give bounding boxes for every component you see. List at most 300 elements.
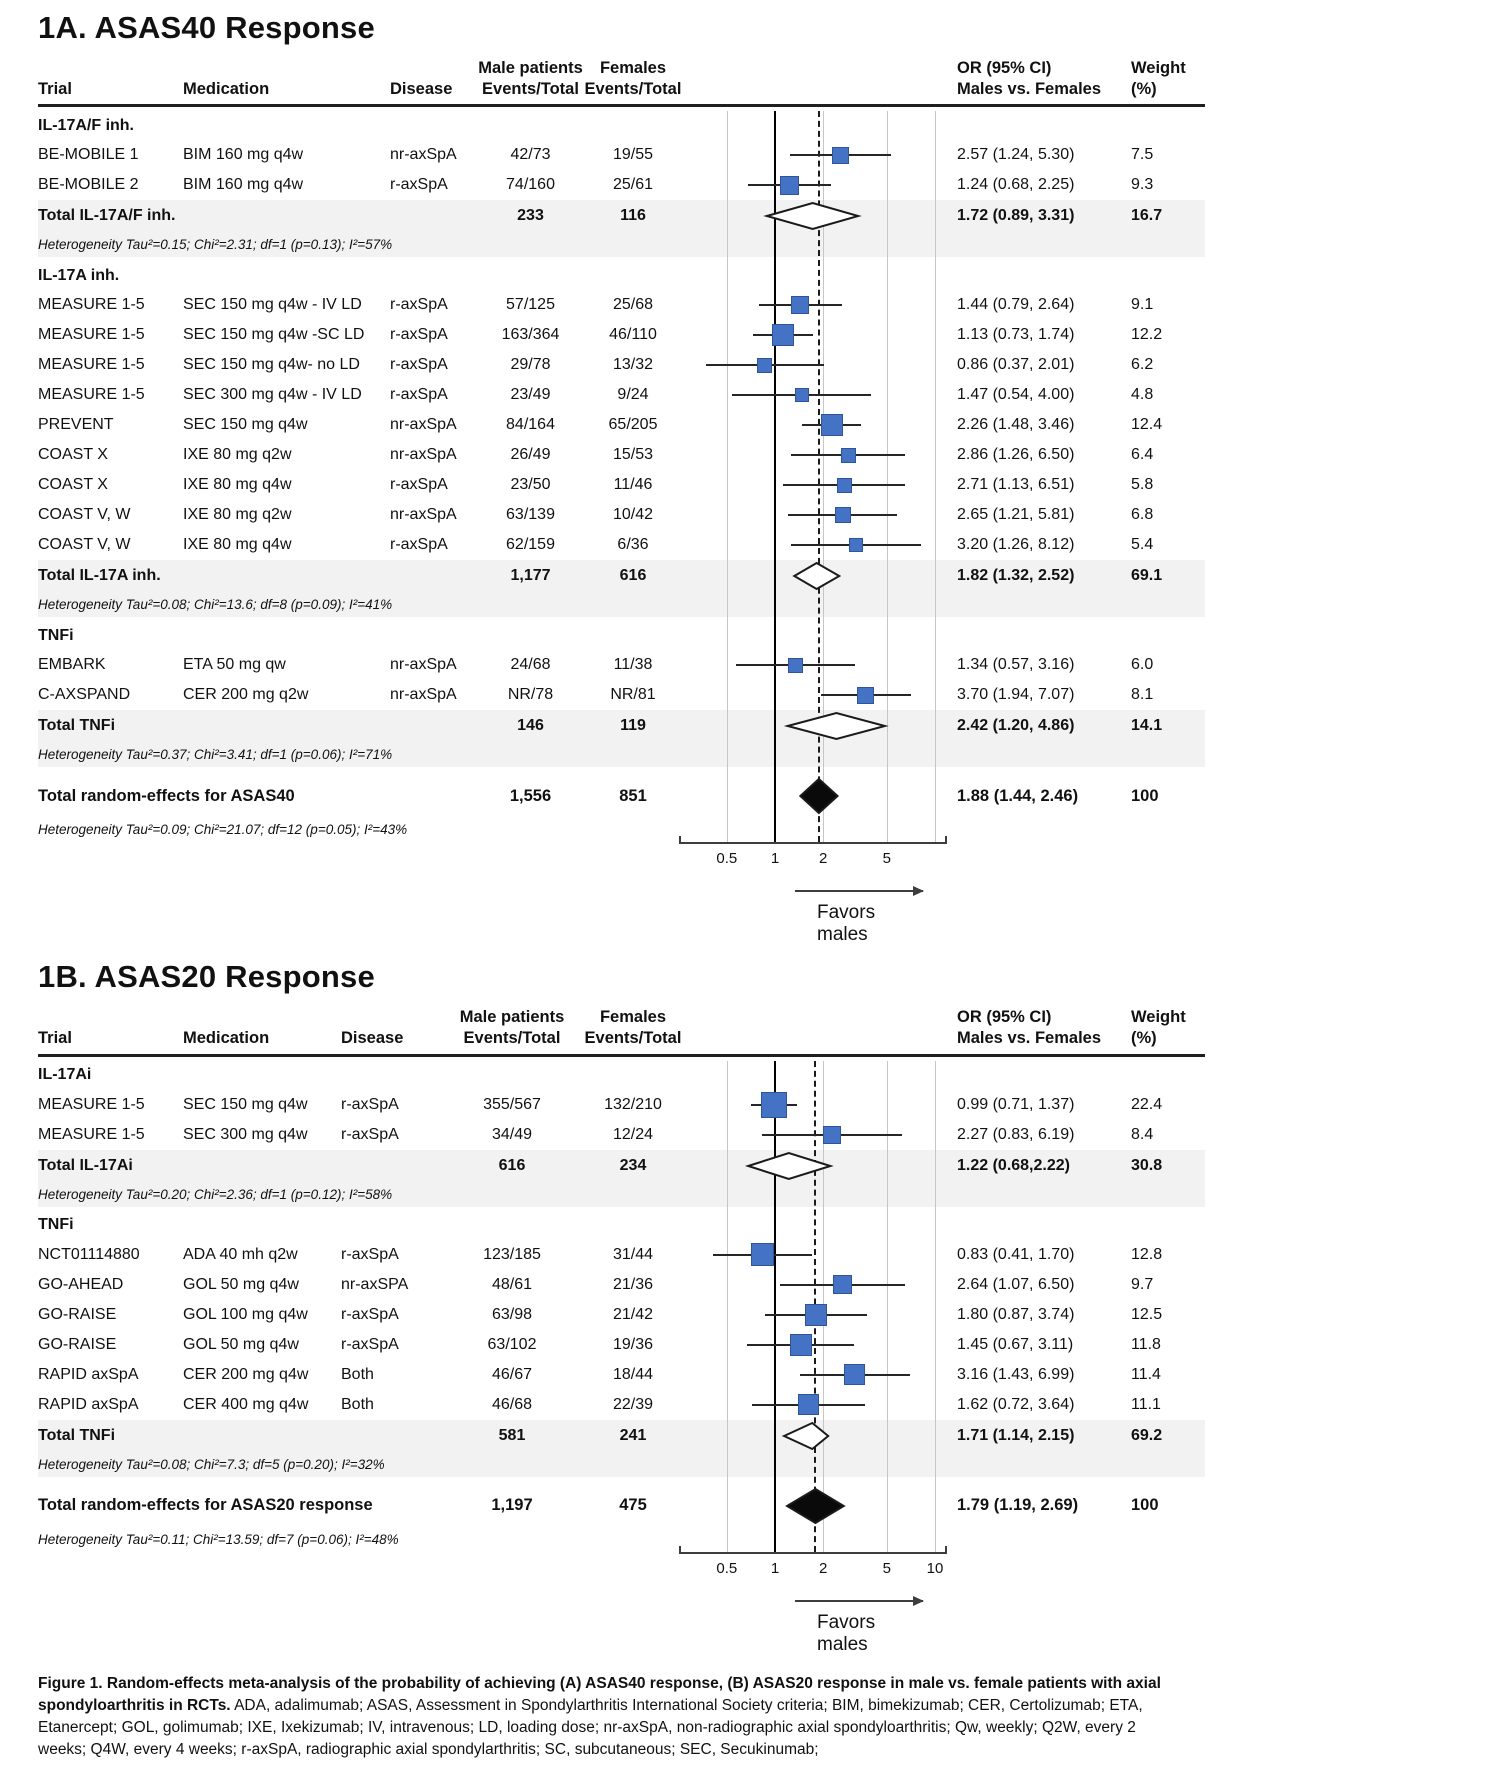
section-row xyxy=(38,111,1205,140)
male-total-cell: 581 xyxy=(498,1426,526,1444)
male-events-cell: NR/78 xyxy=(507,686,554,704)
medication-cell: IXE 80 mg q4w xyxy=(183,476,292,494)
or-ci-cell: 1.47 (0.54, 4.00) xyxy=(957,386,1075,404)
effect-square xyxy=(841,448,856,463)
column-header-female-events: Females Events/Total xyxy=(584,1008,682,1047)
axis-tick-label: 2 xyxy=(818,850,828,868)
female-events-cell: 46/110 xyxy=(609,326,657,344)
panel-asas20 xyxy=(38,959,1500,1655)
medication-cell: SEC 150 mg q4w - IV LD xyxy=(183,296,362,314)
het-row xyxy=(38,232,1205,257)
disease-cell: r-axSpA xyxy=(341,1245,399,1263)
male-events-cell: 63/102 xyxy=(487,1335,537,1353)
study-row xyxy=(38,470,1205,500)
column-header-or-ci: OR (95% CI) Males vs. Females xyxy=(957,1008,1102,1047)
effect-square xyxy=(790,1334,812,1356)
effect-square xyxy=(835,507,851,523)
weight-cell: 12.4 xyxy=(1131,416,1163,434)
disease-cell: Both xyxy=(341,1365,374,1383)
disease-cell: r-axSpA xyxy=(341,1335,399,1353)
male-events-cell: 63/98 xyxy=(491,1305,533,1323)
study-row xyxy=(38,1300,1205,1330)
or-ci-cell: 0.99 (0.71, 1.37) xyxy=(957,1095,1075,1113)
female-total-cell: 241 xyxy=(619,1426,647,1444)
grand-row xyxy=(38,775,1205,817)
axis-tick-label: 5 xyxy=(882,850,891,868)
or-ci-cell: 0.83 (0.41, 1.70) xyxy=(957,1245,1075,1263)
heterogeneity-note: Heterogeneity Tau²=0.20; Chi²=2.36; df=1 (p=0.12); I²=58% xyxy=(38,1186,393,1202)
weight-cell: 11.8 xyxy=(1131,1335,1161,1353)
het-row xyxy=(38,742,1205,767)
female-events-cell: 31/44 xyxy=(612,1245,654,1263)
study-row xyxy=(38,140,1205,170)
male-total-cell: 616 xyxy=(498,1156,526,1174)
plot-cell xyxy=(683,1240,943,1270)
trial-cell: RAPID axSpA xyxy=(38,1365,139,1383)
column-header-female-events: Females Events/Total xyxy=(584,59,682,98)
study-row xyxy=(38,500,1205,530)
weight-cell: 100 xyxy=(1131,1496,1159,1514)
plot-cell xyxy=(683,530,943,560)
or-ci-cell: 2.26 (1.48, 3.46) xyxy=(957,416,1075,434)
total-label: Total IL-17A inh. xyxy=(38,567,161,585)
effect-square xyxy=(823,1126,841,1144)
total-label: Total IL-17A/F inh. xyxy=(38,207,176,225)
trial-cell: COAST V, W xyxy=(38,506,131,524)
trial-cell: COAST V, W xyxy=(38,536,131,554)
male-events-cell: 123/185 xyxy=(483,1245,541,1263)
table-body xyxy=(38,111,1205,842)
subtotal-diamond xyxy=(683,1153,943,1179)
or-ci-cell: 1.13 (0.73, 1.74) xyxy=(957,326,1075,344)
plot-cell xyxy=(683,440,943,470)
weight-cell: 7.5 xyxy=(1131,146,1154,164)
or-ci-cell: 0.86 (0.37, 2.01) xyxy=(957,356,1075,374)
female-events-cell: 25/68 xyxy=(612,296,654,314)
study-row xyxy=(38,350,1205,380)
disease-cell: nr-axSpA xyxy=(390,686,457,704)
weight-cell: 14.1 xyxy=(1131,717,1163,735)
or-ci-cell: 2.42 (1.20, 4.86) xyxy=(957,717,1075,735)
female-events-cell: 11/38 xyxy=(613,656,653,674)
heterogeneity-note: Heterogeneity Tau²=0.11; Chi²=13.59; df=7 (p=0.06); I²=48% xyxy=(38,1531,399,1547)
section-row xyxy=(38,261,1205,290)
plot-cell xyxy=(683,470,943,500)
study-row xyxy=(38,170,1205,200)
weight-cell: 9.7 xyxy=(1131,1275,1154,1293)
total-row xyxy=(38,1420,1205,1452)
plot-cell xyxy=(683,1420,943,1452)
het-row xyxy=(38,1182,1205,1207)
male-total-cell: 146 xyxy=(517,717,544,735)
weight-cell: 5.8 xyxy=(1131,476,1154,494)
male-events-cell: 23/50 xyxy=(510,476,551,494)
female-total-cell: 475 xyxy=(619,1496,647,1514)
effect-square xyxy=(844,1364,865,1385)
female-events-cell: 6/36 xyxy=(617,536,649,554)
medication-cell: SEC 300 mg q4w - IV LD xyxy=(183,386,362,404)
trial-cell: GO-RAISE xyxy=(38,1335,117,1353)
section-label: TNFi xyxy=(38,626,74,644)
female-events-cell: 19/36 xyxy=(612,1335,654,1353)
subtotal-diamond xyxy=(683,713,943,739)
trial-cell: C-AXSPAND xyxy=(38,686,131,704)
plot-cell xyxy=(683,290,943,320)
study-row xyxy=(38,530,1205,560)
section-row xyxy=(38,1061,1205,1090)
female-events-cell: 21/36 xyxy=(612,1275,654,1293)
figure-caption xyxy=(38,1673,1168,1761)
medication-cell: GOL 50 mg q4w xyxy=(183,1275,299,1293)
study-row xyxy=(38,440,1205,470)
plot-cell xyxy=(683,350,943,380)
effect-square xyxy=(821,414,843,436)
plot-cell xyxy=(683,410,943,440)
disease-cell: nr-axSPA xyxy=(341,1275,409,1293)
weight-cell: 6.8 xyxy=(1131,506,1154,524)
column-header-medication: Medication xyxy=(183,1028,270,1047)
effect-square xyxy=(780,176,799,195)
overall-diamond xyxy=(683,779,943,813)
plot-cell xyxy=(683,170,943,200)
female-total-cell: 616 xyxy=(619,567,647,585)
trial-cell: MEASURE 1-5 xyxy=(38,356,145,374)
medication-cell: GOL 50 mg q4w xyxy=(183,1335,299,1353)
column-header-weight: Weight (%) xyxy=(1131,1008,1186,1047)
plot-cell xyxy=(683,1150,943,1182)
female-total-cell: 116 xyxy=(620,207,646,225)
or-ci-cell: 2.65 (1.21, 5.81) xyxy=(957,506,1075,524)
table-body xyxy=(38,1061,1205,1552)
weight-cell: 5.4 xyxy=(1131,536,1154,554)
weight-cell: 6.0 xyxy=(1131,656,1154,674)
disease-cell: Both xyxy=(341,1395,374,1413)
male-events-cell: 84/164 xyxy=(506,416,555,434)
or-ci-cell: 1.22 (0.68,2.22) xyxy=(957,1156,1070,1174)
weight-cell: 6.4 xyxy=(1131,446,1154,464)
or-ci-cell: 1.88 (1.44, 2.46) xyxy=(957,786,1079,805)
male-events-cell: 355/567 xyxy=(483,1095,541,1113)
weight-cell: 12.5 xyxy=(1131,1305,1163,1323)
disease-cell: r-axSpA xyxy=(341,1125,399,1143)
effect-square xyxy=(788,658,803,673)
medication-cell: SEC 150 mg q4w- no LD xyxy=(183,356,360,374)
grand-row xyxy=(38,1485,1205,1527)
female-events-cell: 9/24 xyxy=(617,386,649,404)
female-events-cell: 25/61 xyxy=(612,176,654,194)
weight-cell: 4.8 xyxy=(1131,386,1154,404)
het-row xyxy=(38,817,1205,842)
axis-tick-label: 10 xyxy=(926,1559,944,1577)
study-row xyxy=(38,290,1205,320)
plot-cell xyxy=(683,1300,943,1330)
plot-cell xyxy=(683,1090,943,1120)
trial-cell: BE-MOBILE 2 xyxy=(38,176,139,194)
weight-cell: 12.8 xyxy=(1131,1245,1163,1263)
male-events-cell: 23/49 xyxy=(510,386,551,404)
column-header-plot xyxy=(683,1007,943,1048)
disease-cell: r-axSpA xyxy=(390,326,448,344)
effect-square xyxy=(833,1275,852,1294)
trial-cell: MEASURE 1-5 xyxy=(38,386,145,404)
or-ci-cell: 2.86 (1.26, 6.50) xyxy=(957,446,1075,464)
plot-cell xyxy=(683,1120,943,1150)
heterogeneity-note: Heterogeneity Tau²=0.08; Chi²=7.3; df=5 (p=0.20); I²=32% xyxy=(38,1456,385,1472)
weight-cell: 11.4 xyxy=(1131,1365,1161,1383)
medication-cell: BIM 160 mg q4w xyxy=(183,176,304,194)
disease-cell: nr-axSpA xyxy=(390,146,457,164)
section-row xyxy=(38,621,1205,650)
trial-cell: NCT01114880 xyxy=(38,1245,140,1263)
or-ci-cell: 2.57 (1.24, 5.30) xyxy=(957,146,1075,164)
study-row xyxy=(38,1090,1205,1120)
or-ci-cell: 2.64 (1.07, 6.50) xyxy=(957,1275,1075,1293)
favors-males-arrow xyxy=(795,890,923,892)
trial-cell: GO-RAISE xyxy=(38,1305,117,1323)
or-ci-cell: 1.79 (1.19, 2.69) xyxy=(957,1496,1079,1514)
male-events-cell: 163/364 xyxy=(501,326,560,344)
heterogeneity-note: Heterogeneity Tau²=0.09; Chi²=21.07; df=12 (p=0.05); I²=43% xyxy=(38,822,408,838)
heterogeneity-note: Heterogeneity Tau²=0.37; Chi²=3.41; df=1 (p=0.06); I²=71% xyxy=(38,747,393,763)
disease-cell: r-axSpA xyxy=(390,176,448,194)
total-label: Total TNFi xyxy=(38,717,116,735)
male-total-cell: 233 xyxy=(517,207,544,225)
section-label: IL-17A/F inh. xyxy=(38,116,134,134)
subtotal-diamond xyxy=(683,203,943,229)
male-events-cell: 42/73 xyxy=(510,146,551,164)
or-ci-cell: 1.34 (0.57, 3.16) xyxy=(957,656,1075,674)
medication-cell: SEC 150 mg q4w -SC LD xyxy=(183,326,365,344)
effect-square xyxy=(772,324,794,346)
weight-cell: 69.1 xyxy=(1131,567,1163,585)
favors-males-label: Favors males xyxy=(817,902,876,946)
overall-diamond xyxy=(683,1489,943,1523)
study-row xyxy=(38,410,1205,440)
trial-cell: BE-MOBILE 1 xyxy=(38,146,139,164)
effect-square xyxy=(795,388,809,402)
female-events-cell: 15/53 xyxy=(612,446,654,464)
disease-cell: r-axSpA xyxy=(390,356,448,374)
total-row xyxy=(38,1150,1205,1182)
section-label: TNFi xyxy=(38,1216,74,1233)
disease-cell: nr-axSpA xyxy=(390,656,457,674)
medication-cell: SEC 150 mg q4w xyxy=(183,416,308,434)
plot-cell xyxy=(683,1270,943,1300)
or-ci-cell: 2.27 (0.83, 6.19) xyxy=(957,1125,1075,1143)
weight-cell: 16.7 xyxy=(1131,207,1163,225)
or-ci-cell: 1.80 (0.87, 3.74) xyxy=(957,1305,1075,1323)
effect-square xyxy=(761,1092,787,1118)
male-events-cell: 63/139 xyxy=(506,506,555,524)
effect-square xyxy=(857,687,874,704)
heterogeneity-note: Heterogeneity Tau²=0.08; Chi²=13.6; df=8 (p=0.09); I²=41% xyxy=(38,597,393,613)
effect-square xyxy=(791,296,809,314)
medication-cell: CER 200 mg q4w xyxy=(183,1365,309,1383)
female-events-cell: 11/46 xyxy=(613,476,653,494)
trial-cell: MEASURE 1-5 xyxy=(38,296,145,314)
axis-tick-label: 1 xyxy=(770,850,780,868)
female-events-cell: 18/44 xyxy=(612,1365,654,1383)
weight-cell: 30.8 xyxy=(1131,1156,1163,1174)
disease-cell: r-axSpA xyxy=(390,296,448,314)
or-ci-cell: 2.71 (1.13, 6.51) xyxy=(957,476,1075,494)
panel-asas40 xyxy=(38,10,1500,946)
trial-cell: GO-AHEAD xyxy=(38,1275,124,1293)
forest-table-asas40 xyxy=(38,58,1205,946)
study-row xyxy=(38,320,1205,350)
trial-cell: EMBARK xyxy=(38,656,106,674)
male-events-cell: 46/67 xyxy=(491,1365,533,1383)
plot-cell xyxy=(683,320,943,350)
female-events-cell: 19/55 xyxy=(612,146,654,164)
plot-cell xyxy=(683,560,943,592)
plot-cell xyxy=(683,680,943,710)
favors-males-arrow xyxy=(795,1600,923,1602)
column-header-disease: Disease xyxy=(390,79,453,98)
plot-cell xyxy=(683,1390,943,1420)
heterogeneity-note: Heterogeneity Tau²=0.15; Chi²=2.31; df=1 (p=0.13); I²=57% xyxy=(38,237,393,253)
effect-square xyxy=(832,147,849,164)
weight-cell: 12.2 xyxy=(1131,326,1163,344)
male-total-cell: 1,197 xyxy=(491,1496,533,1514)
section-label: IL-17A inh. xyxy=(38,266,120,284)
plot-cell xyxy=(683,710,943,742)
male-events-cell: 62/159 xyxy=(506,536,555,554)
effect-square xyxy=(757,358,772,373)
x-axis-line xyxy=(679,1552,947,1554)
disease-cell: nr-axSpA xyxy=(390,506,457,524)
column-header-disease: Disease xyxy=(341,1028,404,1047)
column-header-male-events: Male patients Events/Total xyxy=(478,59,583,98)
total-label: Total random-effects for ASAS20 response xyxy=(38,1496,373,1514)
caption-text: ADA, adalimumab; ASAS, Assessment in Spondylarthritis International Society criteria; BIM, bimekizumab; CER, Certolizumab; ETA, Etanercept; GOL, golimumab; IXE, Ixekizumab; IV, intravenous; LD, loading dose; nr-axSpA, non-radiographic axial spondyloarthritis; Qw, weekly; Q2W, every 2 weeks; Q4W, every 4 weeks; r-axSpA, radiographic axial spondylarthritis; SC, subcutaneous; SEC, Secukinumab; xyxy=(38,1696,1143,1758)
axis-tick-label: 0.5 xyxy=(716,850,738,868)
subtotal-diamond xyxy=(683,1423,943,1449)
table-header-row xyxy=(38,58,1205,107)
weight-cell: 8.1 xyxy=(1131,686,1154,704)
effect-square xyxy=(805,1304,827,1326)
trial-cell: MEASURE 1-5 xyxy=(38,326,145,344)
female-events-cell: 21/42 xyxy=(612,1305,654,1323)
male-events-cell: 29/78 xyxy=(510,356,551,374)
weight-cell: 9.3 xyxy=(1131,176,1154,194)
medication-cell: IXE 80 mg q2w xyxy=(183,506,292,524)
medication-cell: SEC 300 mg q4w xyxy=(183,1125,308,1143)
plot-cell xyxy=(683,140,943,170)
female-events-cell: 132/210 xyxy=(604,1095,662,1113)
or-ci-cell: 1.62 (0.72, 3.64) xyxy=(957,1395,1075,1413)
x-axis-line xyxy=(679,842,947,844)
medication-cell: ADA 40 mh q2w xyxy=(183,1245,298,1263)
axis-tick-label: 5 xyxy=(882,1559,891,1577)
weight-cell: 8.4 xyxy=(1131,1125,1154,1143)
total-label: Total random-effects for ASAS40 xyxy=(38,786,295,805)
or-ci-cell: 3.20 (1.26, 8.12) xyxy=(957,536,1075,554)
or-ci-cell: 1.44 (0.79, 2.64) xyxy=(957,296,1075,314)
axis-tick-label: 2 xyxy=(818,1559,828,1577)
female-events-cell: 13/32 xyxy=(612,356,654,374)
effect-square xyxy=(798,1394,819,1415)
x-axis xyxy=(683,1552,944,1655)
column-header-male-events: Male patients Events/Total xyxy=(459,1008,565,1047)
disease-cell: nr-axSpA xyxy=(390,416,457,434)
female-total-cell: 851 xyxy=(619,786,647,805)
male-total-cell: 1,556 xyxy=(509,786,552,805)
or-ci-cell: 1.45 (0.67, 3.11) xyxy=(957,1335,1074,1353)
medication-cell: IXE 80 mg q2w xyxy=(183,446,292,464)
medication-cell: IXE 80 mg q4w xyxy=(183,536,292,554)
total-label: Total TNFi xyxy=(38,1426,116,1444)
study-row xyxy=(38,1360,1205,1390)
male-events-cell: 46/68 xyxy=(491,1395,533,1413)
study-row xyxy=(38,650,1205,680)
male-total-cell: 1,177 xyxy=(510,567,551,585)
or-ci-cell: 1.24 (0.68, 2.25) xyxy=(957,176,1075,194)
column-header-or-ci: OR (95% CI) Males vs. Females xyxy=(957,59,1102,98)
female-events-cell: 22/39 xyxy=(612,1395,654,1413)
disease-cell: r-axSpA xyxy=(390,536,448,554)
weight-cell: 22.4 xyxy=(1131,1095,1163,1113)
het-row xyxy=(38,1527,1205,1552)
plot-cell xyxy=(683,1485,943,1527)
weight-cell: 11.1 xyxy=(1131,1395,1161,1413)
section-label: IL-17Ai xyxy=(38,1066,92,1083)
het-row xyxy=(38,592,1205,617)
female-events-cell: 10/42 xyxy=(612,506,654,524)
weight-cell: 69.2 xyxy=(1131,1426,1163,1444)
study-row xyxy=(38,1120,1205,1150)
trial-cell: MEASURE 1-5 xyxy=(38,1095,145,1113)
disease-cell: nr-axSpA xyxy=(390,446,457,464)
trial-cell: RAPID axSpA xyxy=(38,1395,139,1413)
medication-cell: BIM 160 mg q4w xyxy=(183,146,304,164)
x-axis xyxy=(683,842,943,946)
panel-b-title: 1B. ASAS20 Response xyxy=(38,959,375,995)
plot-cell xyxy=(683,380,943,410)
trial-cell: PREVENT xyxy=(38,416,114,434)
female-events-cell: 12/24 xyxy=(612,1125,654,1143)
table-header-row xyxy=(38,1007,1205,1056)
effect-square xyxy=(751,1243,774,1266)
or-ci-cell: 3.16 (1.43, 6.99) xyxy=(957,1365,1075,1383)
disease-cell: r-axSpA xyxy=(390,386,448,404)
female-events-cell: 65/205 xyxy=(608,416,658,434)
plot-cell xyxy=(683,650,943,680)
effect-square xyxy=(849,538,863,552)
section-row xyxy=(38,1211,1205,1240)
male-events-cell: 57/125 xyxy=(506,296,555,314)
medication-cell: GOL 100 mg q4w xyxy=(183,1305,308,1323)
medication-cell: ETA 50 mg qw xyxy=(183,656,286,674)
trial-cell: MEASURE 1-5 xyxy=(38,1125,145,1143)
column-header-plot xyxy=(683,58,943,99)
study-row xyxy=(38,680,1205,710)
total-row xyxy=(38,560,1205,592)
study-row xyxy=(38,1390,1205,1420)
disease-cell: r-axSpA xyxy=(341,1095,399,1113)
male-events-cell: 26/49 xyxy=(510,446,551,464)
effect-square xyxy=(837,478,852,493)
subtotal-diamond xyxy=(683,563,943,589)
total-label: Total IL-17Ai xyxy=(38,1156,133,1174)
total-row xyxy=(38,200,1205,232)
or-ci-cell: 1.82 (1.32, 2.52) xyxy=(957,567,1075,585)
favors-males-label: Favors males xyxy=(817,1611,876,1655)
column-header-weight: Weight (%) xyxy=(1131,59,1186,98)
plot-cell xyxy=(683,1360,943,1390)
disease-cell: r-axSpA xyxy=(390,476,448,494)
panel-a-title: 1A. ASAS40 Response xyxy=(38,10,375,45)
